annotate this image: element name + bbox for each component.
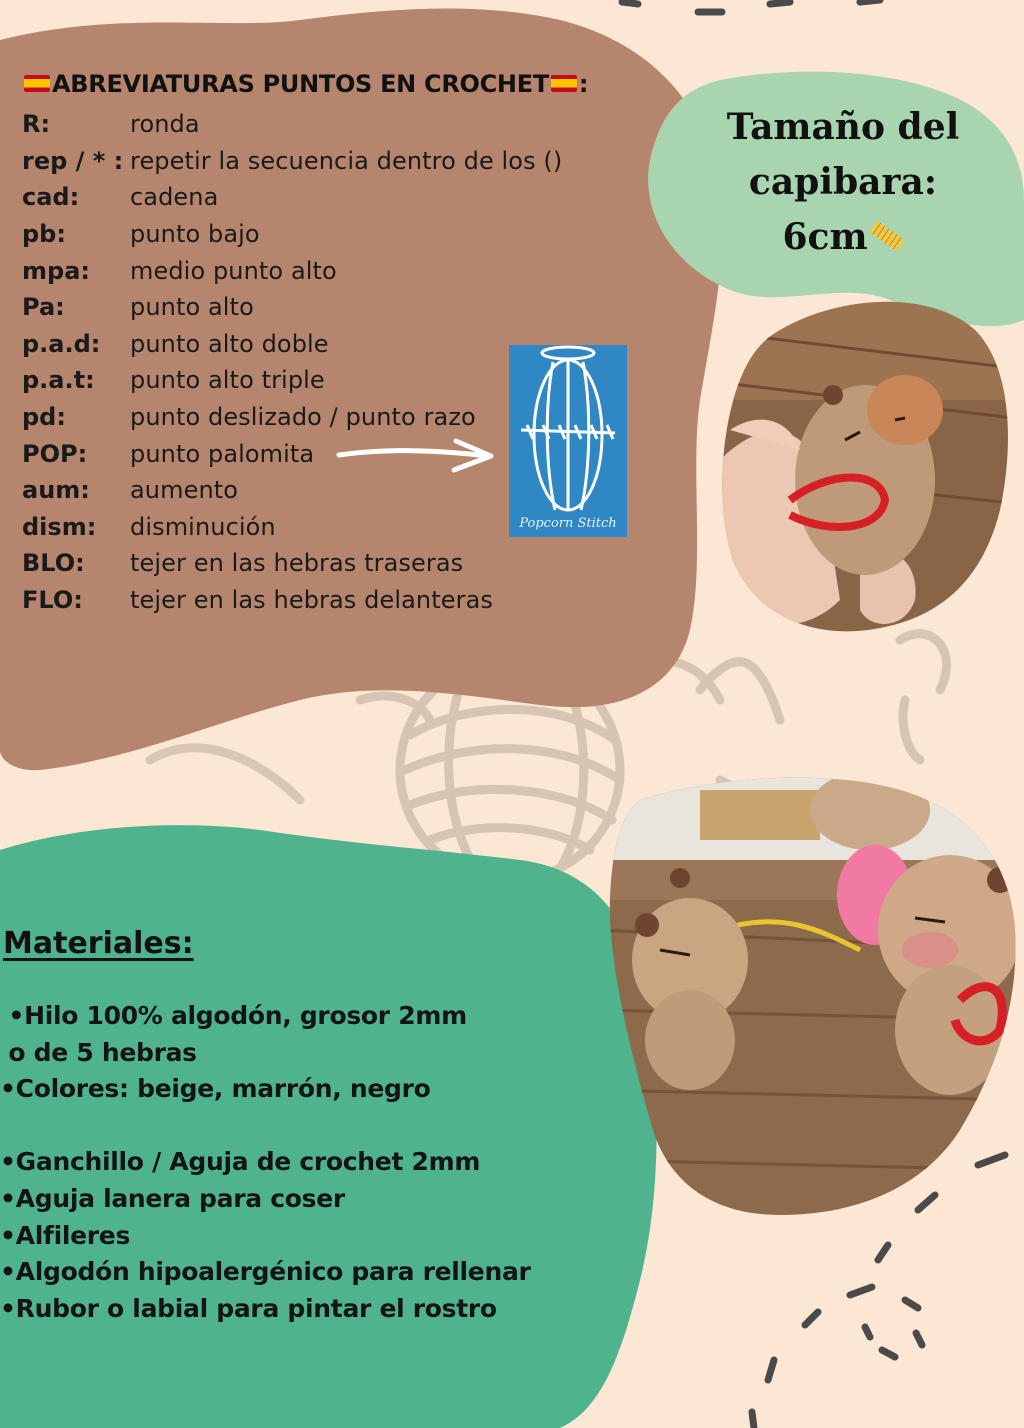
abbreviations-list — [22, 106, 562, 618]
abbreviation-value: aumento — [130, 476, 239, 505]
material-item: •Aguja lanera para coser — [0, 1183, 345, 1213]
abbreviation-key: dism: — [22, 512, 97, 541]
abbreviation-row — [22, 362, 562, 399]
abbreviation-value: punto palomita — [130, 439, 315, 468]
material-item: •Algodón hipoalergénico para rellenar — [0, 1257, 531, 1287]
spain-flag-icon — [551, 75, 577, 92]
abbreviation-row — [22, 399, 562, 436]
materials-list — [0, 998, 531, 1327]
abbreviation-value: punto alto doble — [130, 329, 329, 358]
abbreviation-key: p.a.t: — [22, 366, 95, 395]
abbreviation-row — [22, 509, 562, 546]
abbreviation-key: p.a.d: — [22, 329, 101, 358]
spain-flag-icon — [24, 75, 50, 92]
arrow-right-icon — [336, 436, 498, 476]
abbreviation-key: pb: — [22, 220, 66, 249]
size-line-3-wrap — [700, 210, 986, 265]
abbreviation-key: R: — [22, 110, 51, 139]
materials-heading: Materiales: — [3, 926, 194, 961]
abbreviation-key: cad: — [22, 183, 80, 212]
ruler-icon — [869, 221, 905, 252]
abbreviation-value: repetir la secuencia dentro de los () — [130, 146, 563, 175]
popcorn-stitch-image — [509, 345, 627, 537]
abbreviation-key: aum: — [22, 476, 90, 505]
material-item: •Colores: beige, marrón, negro — [0, 1074, 431, 1104]
material-item: •Ganchillo / Aguja de crochet 2mm — [0, 1147, 481, 1177]
size-value: 6cm — [782, 216, 868, 258]
abbreviation-key: POP: — [22, 439, 88, 468]
size-line-1: Tamaño del — [726, 106, 960, 148]
abbreviation-row — [22, 472, 562, 509]
abbreviation-row — [22, 545, 562, 582]
abbreviation-row — [22, 252, 562, 289]
material-item: •Alfileres — [0, 1220, 131, 1250]
abbreviation-value: disminución — [130, 512, 276, 541]
capybara-size-label — [700, 100, 986, 265]
material-item: •Hilo 100% algodón, grosor 2mm — [0, 1001, 467, 1030]
abbreviation-row — [22, 179, 562, 216]
abbreviation-row — [22, 143, 562, 180]
abbreviation-key: rep / * : — [22, 146, 124, 175]
abbreviation-row — [22, 326, 562, 363]
material-item: o de 5 hebras — [0, 1037, 197, 1067]
abbreviations-title-text: ABREVIATURAS PUNTOS EN CROCHET — [52, 70, 549, 98]
abbreviation-value: punto deslizado / punto razo — [130, 403, 476, 432]
abbreviation-value: punto alto — [130, 293, 254, 322]
abbreviation-row — [22, 216, 562, 253]
popcorn-stitch-diagram-icon — [509, 345, 627, 515]
abbreviations-title — [22, 70, 588, 98]
size-line-2: capibara: — [748, 161, 938, 203]
abbreviation-key: mpa: — [22, 256, 90, 285]
abbreviation-row — [22, 582, 562, 619]
abbreviation-row — [22, 106, 562, 143]
abbreviation-key: Pa: — [22, 293, 65, 322]
abbreviation-key: pd: — [22, 403, 66, 432]
abbreviation-value: tejer en las hebras traseras — [130, 549, 464, 578]
abbreviation-row — [22, 289, 562, 326]
material-item: •Rubor o labial para pintar el rostro — [0, 1293, 497, 1323]
abbreviation-value: ronda — [130, 110, 200, 139]
abbreviations-title-suffix: : — [578, 70, 589, 98]
abbreviation-value: punto bajo — [130, 220, 260, 249]
abbreviation-value: medio punto alto — [130, 256, 337, 285]
abbreviation-value: punto alto triple — [130, 366, 325, 395]
abbreviation-key: BLO: — [22, 549, 85, 578]
abbreviation-value: tejer en las hebras delanteras — [130, 586, 493, 615]
materials-spacer — [0, 1108, 531, 1145]
abbreviation-value: cadena — [130, 183, 219, 212]
popcorn-stitch-caption: Popcorn Stitch — [519, 516, 617, 531]
abbreviation-key: FLO: — [22, 586, 83, 615]
